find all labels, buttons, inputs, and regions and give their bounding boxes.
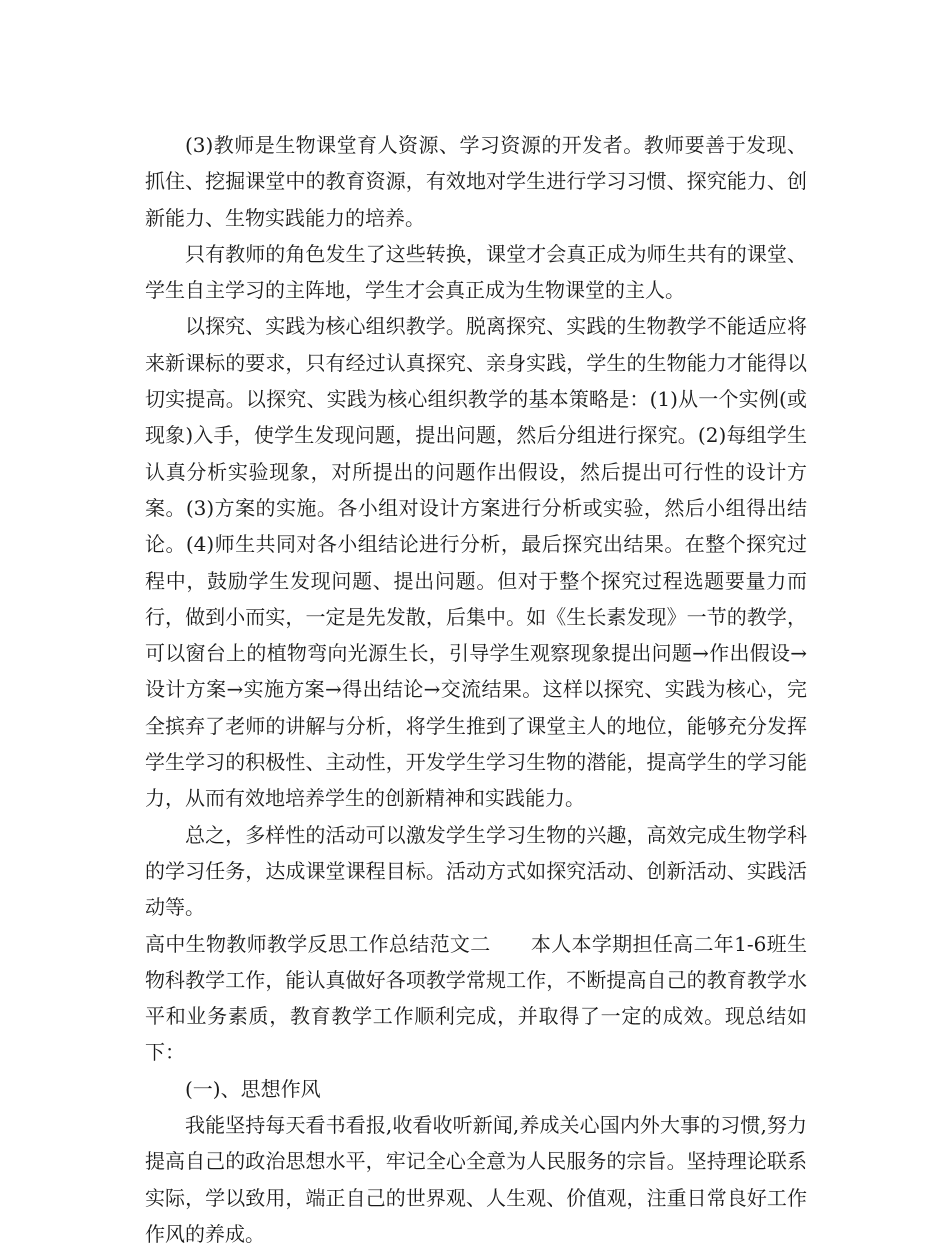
paragraph-ideology: 我能坚持每天看书看报,收看收听新闻,养成关心国内外大事的习惯,努力提高自己的政治思想水平，牢记全心全意为人民服务的宗旨。坚持理论联系实际，学以致用，端正自己的世界观、人生观、价值观，注重日常良好工作作风的养成。 [145,1113,807,1246]
paragraph-inquiry-practice: 以探究、实践为核心组织教学。脱离探究、实践的生物教学不能适应将来新课标的要求，只有经过认真探究、亲身实践，学生的生物能力才能得以切实提高。以探究、实践为核心组织教学的基本策略是：(1)从一个实例(或现象)入手，使学生发现问题，提出问题，然后分组进行探究。(2)每组学生认真分析实验现象，对所提出的问题作出假设，然后提出可行性的设计方案。(3)方案的实施。各小组对设计方案进行分析或实验，然后小组得出结论。(4)师生共同对各小组结论进行分析，最后探究出结果。在整个探究过程中，鼓励学生发现问题、提出问题。但对于整个探究过程选题要量力而行，做到小而实，一定是先发散，后集中。如《生长素发现》一节的教学，可以窗台上的植物弯向光源生长，引导学生观察现象提出问题→作出假设→设计方案→实施方案→得出结论→交流结果。这样以探究、实践为核心，完全摈弃了老师的讲解与分析，将学生推到了课堂主人的地位，能够充分发挥学生学习的积极性、主动性，开发学生学习生物的潜能，提高学生的学习能力，从而有效地培养学生的创新精神和实践能力。 [145,314,807,811]
paragraph-role-transition: 只有教师的角色发生了这些转换，课堂才会真正成为师生共有的课堂、学生自主学习的主阵地，学生才会真正成为生物课堂的主人。 [145,241,807,303]
paragraph-summary: 总之，多样性的活动可以激发学生学习生物的兴趣，高效完成生物学科的学习任务，达成课堂课程目标。活动方式如探究活动、创新活动、实践活动等。 [145,822,807,920]
section-title: 高中生物教师教学反思工作总结范文二 [145,931,491,956]
subheading-ideology: (一)、思想作风 [185,1076,321,1101]
section-two-paragraph [145,926,807,1071]
section-intro: 本人本学期担任高二年1-6班生物科教学工作，能认真做好各项教学常规工作，不断提高自己的教育教学水平和业务素质，教育教学工作顺利完成，并取得了一定的成效。现总结如下： [145,931,807,1065]
document-body [145,127,807,1252]
paragraph-teacher-developer: (3)教师是生物课堂育人资源、学习资源的开发者。教师要善于发现、抓住、挖掘课堂中的教育资源，有效地对学生进行学习习惯、探究能力、创新能力、生物实践能力的培养。 [145,133,807,230]
